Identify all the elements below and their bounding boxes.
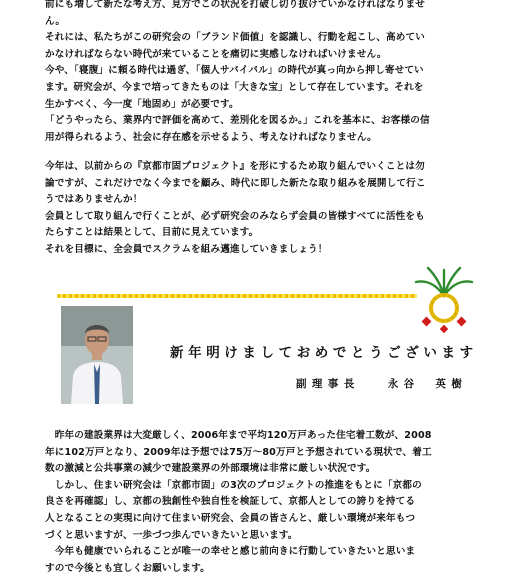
text-line: うではありませんか！ xyxy=(45,194,143,206)
signature xyxy=(296,376,467,391)
bottom-paragraph xyxy=(45,428,515,577)
middle-paragraph xyxy=(45,159,515,259)
new-year-decoration-icon xyxy=(414,266,474,338)
text-line: 会員として取り組んで行くことが、必ず研究会のみならず会員の皆様すべてに活性をも xyxy=(45,210,425,222)
text-line: しかし、住まい研究会は「京都市固」の3次のプロジェクトの推進をもとに「京都の xyxy=(45,479,422,491)
text-line: 人となることの実現に向けて住まい研究会、会員の皆さんと、厳しい環境が来年もつ xyxy=(45,512,416,524)
new-year-greeting: 新年明けましておめでとうございます xyxy=(170,345,478,361)
text-line: 今年は、以前からの『京都市固プロジェクト』を形にするため取り組んでいくことは勿 xyxy=(45,161,425,172)
text-line: 数の激減と公共事業の減少で建設業界の外部環境は非常に厳しい状況です。 xyxy=(45,463,376,475)
text-line: づくと思いますが、一歩づつ歩んでいきたいと思います。 xyxy=(45,529,298,541)
text-line: それを目標に、全会員でスクラムを組み邁進していきましょう！ xyxy=(45,243,328,255)
section-divider xyxy=(57,294,417,298)
text-line: 昨年の建設業界は大変厳しく、2006年まで平均120万戸あった住宅着工数が、2008 xyxy=(45,430,432,441)
text-line: ます。研究会が、今まで培ってきたものは「大きな宝」として存在しています。それを xyxy=(45,81,424,93)
text-line: 今年も健康でいられることが唯一の幸せと感じ前向きに行動していきたいと思いま xyxy=(45,546,416,558)
text-line: たらすことは結果として、目前に見えています。 xyxy=(45,227,259,239)
signature-name: 永谷 英樹 xyxy=(387,378,468,390)
text-line: 論ですが、これだけでなく今までを顧み、時代に即した新たな取り組みを展開して行こ xyxy=(45,177,426,189)
text-line: 前にも増して新たな考え方、見方でこの状況を打破し切り抜けていかなければなりませ xyxy=(45,0,426,10)
text-line: 用が得られるよう、社会に存在感を示せるよう、考えなければなりません。 xyxy=(45,131,377,143)
text-line: 年に102万戸となり、2009年は予想では75万〜80万戸と予想されている現状で、着工 xyxy=(45,446,432,458)
portrait-photo xyxy=(61,306,133,404)
text-line: すので今後とも宜しくお願いします。 xyxy=(45,562,210,574)
text-line: 今や、「寝腹」に頼る時代は過ぎ、「個人サバイバル」の時代が真っ向から押し寄せてい xyxy=(45,65,424,77)
text-line: 「どうやったら、業界内で評価を高めて、差別化を図るか。」これを基本に、お客様の信 xyxy=(45,115,430,127)
text-line: ん。 xyxy=(45,15,66,27)
text-line: 生かすべく、今一度「地固め」が必要です。 xyxy=(45,98,239,110)
text-line: それには、私たちがこの研究会の「ブランド価値」を認識し、行動を起こし、高めてい xyxy=(45,32,426,44)
text-line: かなければならない時代が来ていることを痛切に実感しなければいけません。 xyxy=(45,48,387,60)
text-line: 良さを再確認」し、京都の独創性や独自性を検証して、京都人としての誇りを持てる xyxy=(45,496,416,508)
top-paragraph xyxy=(45,0,515,146)
signature-title: 副理事長 xyxy=(296,378,360,390)
